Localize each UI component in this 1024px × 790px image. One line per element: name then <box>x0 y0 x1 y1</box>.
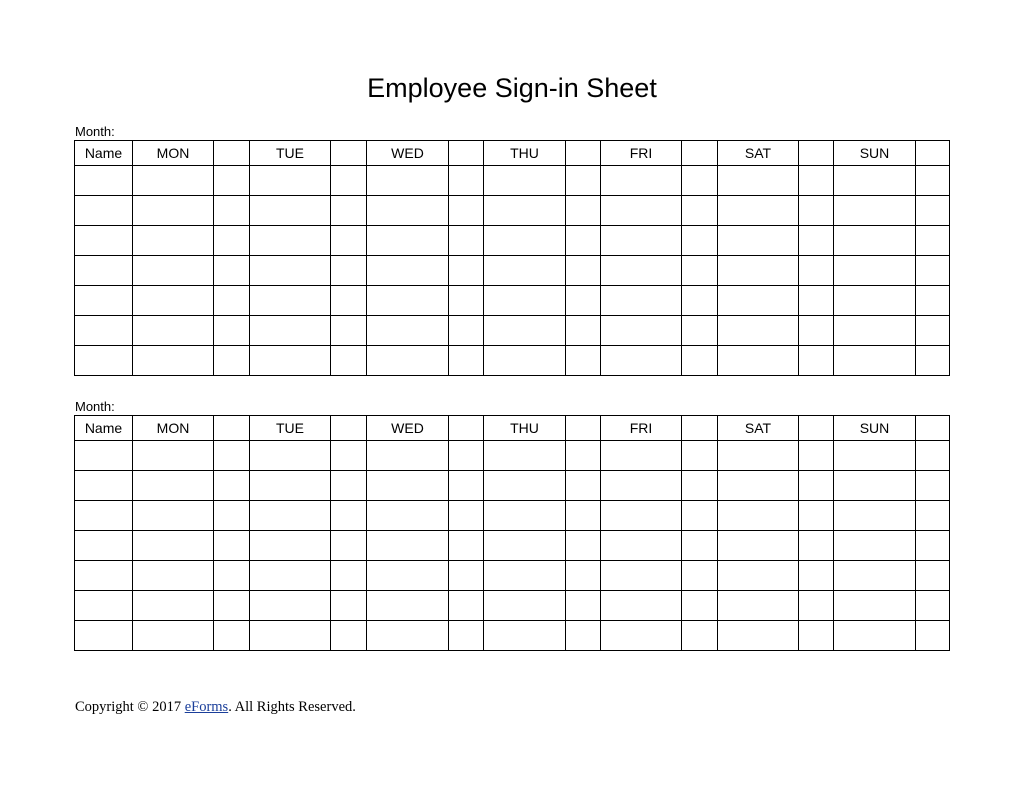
sign-in-cell[interactable] <box>214 346 250 376</box>
sign-in-cell[interactable] <box>799 226 834 256</box>
sign-in-cell[interactable] <box>449 471 484 501</box>
sign-in-cell[interactable] <box>834 346 916 376</box>
header-day-fri: FRI <box>601 416 682 441</box>
sign-in-cell[interactable] <box>214 286 250 316</box>
sign-in-cell[interactable] <box>916 591 950 621</box>
sign-in-cell[interactable] <box>484 471 566 501</box>
sign-in-cell[interactable] <box>133 196 214 226</box>
sign-in-cell[interactable] <box>566 286 601 316</box>
sign-in-cell[interactable] <box>916 561 950 591</box>
sign-in-cell[interactable] <box>799 166 834 196</box>
sign-in-cell[interactable] <box>331 621 367 651</box>
copyright-footer <box>75 698 356 716</box>
sign-in-cell[interactable] <box>682 561 718 591</box>
table-row <box>75 316 950 346</box>
sign-in-cell[interactable] <box>484 441 566 471</box>
sign-in-cell[interactable] <box>834 316 916 346</box>
sign-in-cell[interactable] <box>916 621 950 651</box>
header-blank-cell <box>331 141 367 166</box>
sign-in-cell[interactable] <box>367 621 449 651</box>
sign-in-cell[interactable] <box>718 196 799 226</box>
sign-in-cell[interactable] <box>484 166 566 196</box>
sign-in-cell[interactable] <box>834 441 916 471</box>
sign-in-cell[interactable] <box>682 471 718 501</box>
page-title: Employee Sign-in Sheet <box>367 73 657 103</box>
table-row <box>75 531 950 561</box>
sign-in-cell[interactable] <box>601 501 682 531</box>
eforms-link[interactable]: eForms <box>184 699 229 715</box>
table-row <box>75 561 950 591</box>
sign-in-cell[interactable] <box>601 196 682 226</box>
sign-in-cell[interactable] <box>601 531 682 561</box>
sign-in-cell[interactable] <box>367 471 449 501</box>
sign-in-cell[interactable] <box>718 346 799 376</box>
sign-in-cell[interactable] <box>133 316 214 346</box>
sign-in-cell[interactable] <box>250 471 331 501</box>
sign-in-cell[interactable] <box>484 621 566 651</box>
sign-in-table-1 <box>74 140 950 376</box>
header-name: Name <box>75 416 133 441</box>
sign-in-cell[interactable] <box>484 256 566 286</box>
sign-in-cell[interactable] <box>799 471 834 501</box>
sign-in-cell[interactable] <box>250 226 331 256</box>
sign-in-cell[interactable] <box>799 621 834 651</box>
sign-in-cell[interactable] <box>367 346 449 376</box>
table-row <box>75 286 950 316</box>
sign-in-cell[interactable] <box>718 166 799 196</box>
sign-in-cell[interactable] <box>834 561 916 591</box>
sign-in-cell[interactable] <box>601 441 682 471</box>
sign-in-cell[interactable] <box>718 226 799 256</box>
sign-in-cell[interactable] <box>214 531 250 561</box>
sign-in-cell[interactable] <box>566 501 601 531</box>
sign-in-cell[interactable] <box>250 256 331 286</box>
sign-in-cell[interactable] <box>133 226 214 256</box>
sign-in-cell[interactable] <box>834 196 916 226</box>
sign-in-cell[interactable] <box>331 471 367 501</box>
header-blank-cell <box>214 141 250 166</box>
sign-in-cell[interactable] <box>682 501 718 531</box>
sign-in-cell[interactable] <box>484 561 566 591</box>
sign-in-cell[interactable] <box>250 286 331 316</box>
header-day-sun: SUN <box>834 416 916 441</box>
table-row <box>75 621 950 651</box>
sign-in-cell[interactable] <box>484 531 566 561</box>
sign-in-cell[interactable] <box>331 346 367 376</box>
sign-in-cell[interactable] <box>331 501 367 531</box>
header-day-wed: WED <box>367 416 449 441</box>
header-row <box>75 416 950 441</box>
name-cell[interactable] <box>75 471 133 501</box>
header-blank-cell <box>799 416 834 441</box>
header-day-sat: SAT <box>718 141 799 166</box>
header-blank-cell <box>449 141 484 166</box>
header-day-sat: SAT <box>718 416 799 441</box>
sign-in-cell[interactable] <box>834 621 916 651</box>
table-row <box>75 471 950 501</box>
sign-in-cell[interactable] <box>484 196 566 226</box>
sign-in-cell[interactable] <box>133 561 214 591</box>
header-blank-cell <box>566 416 601 441</box>
sign-in-cell[interactable] <box>916 531 950 561</box>
sign-in-cell[interactable] <box>367 591 449 621</box>
name-cell[interactable] <box>75 501 133 531</box>
header-blank-cell <box>214 416 250 441</box>
sign-in-cell[interactable] <box>449 501 484 531</box>
sign-in-cell[interactable] <box>449 316 484 346</box>
sign-in-cell[interactable] <box>916 166 950 196</box>
sign-in-cell[interactable] <box>484 226 566 256</box>
sign-in-cell[interactable] <box>566 316 601 346</box>
sign-in-cell[interactable] <box>834 226 916 256</box>
sign-in-cell[interactable] <box>601 591 682 621</box>
header-day-sun: SUN <box>834 141 916 166</box>
sign-in-cell[interactable] <box>682 621 718 651</box>
sign-in-cell[interactable] <box>214 621 250 651</box>
sign-in-cell[interactable] <box>367 501 449 531</box>
sign-in-cell[interactable] <box>916 346 950 376</box>
sign-in-cell[interactable] <box>834 501 916 531</box>
sign-in-cell[interactable] <box>331 196 367 226</box>
sign-in-cell[interactable] <box>250 316 331 346</box>
sign-in-cell[interactable] <box>682 166 718 196</box>
sign-in-cell[interactable] <box>133 286 214 316</box>
name-cell[interactable] <box>75 561 133 591</box>
sign-in-cell[interactable] <box>449 441 484 471</box>
name-cell[interactable] <box>75 166 133 196</box>
month-label-2: Month: <box>75 399 115 414</box>
sign-in-cell[interactable] <box>449 256 484 286</box>
sign-in-cell[interactable] <box>566 196 601 226</box>
copyright-prefix: Copyright © 2017 <box>75 699 185 715</box>
sign-in-cell[interactable] <box>682 256 718 286</box>
sign-in-cell[interactable] <box>916 471 950 501</box>
month-label-1: Month: <box>75 124 115 139</box>
header-blank-cell <box>916 416 950 441</box>
sign-in-cell[interactable] <box>250 441 331 471</box>
sign-in-cell[interactable] <box>331 531 367 561</box>
sign-in-cell[interactable] <box>566 226 601 256</box>
sign-in-cell[interactable] <box>331 316 367 346</box>
header-day-fri: FRI <box>601 141 682 166</box>
sign-in-cell[interactable] <box>367 561 449 591</box>
sign-in-cell[interactable] <box>133 471 214 501</box>
name-cell[interactable] <box>75 346 133 376</box>
sign-in-cell[interactable] <box>331 441 367 471</box>
sign-in-cell[interactable] <box>484 501 566 531</box>
sign-in-cell[interactable] <box>133 346 214 376</box>
table-row <box>75 346 950 376</box>
header-blank-cell <box>916 141 950 166</box>
sign-in-cell[interactable] <box>566 256 601 286</box>
sign-in-cell[interactable] <box>834 256 916 286</box>
sign-in-cell[interactable] <box>214 166 250 196</box>
sign-in-cell[interactable] <box>367 441 449 471</box>
header-blank-cell <box>682 416 718 441</box>
header-row <box>75 141 950 166</box>
table-row <box>75 501 950 531</box>
header-name: Name <box>75 141 133 166</box>
sign-in-cell[interactable] <box>214 441 250 471</box>
sign-in-cell[interactable] <box>718 256 799 286</box>
sign-in-table-2 <box>74 415 950 651</box>
sign-in-cell[interactable] <box>250 166 331 196</box>
sign-in-cell[interactable] <box>133 531 214 561</box>
sign-in-cell[interactable] <box>799 346 834 376</box>
sign-in-cell[interactable] <box>250 196 331 226</box>
sign-in-cell[interactable] <box>601 226 682 256</box>
sign-in-cell[interactable] <box>214 591 250 621</box>
sign-in-cell[interactable] <box>682 286 718 316</box>
sign-in-cell[interactable] <box>916 256 950 286</box>
header-day-wed: WED <box>367 141 449 166</box>
sign-in-cell[interactable] <box>799 256 834 286</box>
sign-in-cell[interactable] <box>601 316 682 346</box>
sign-in-cell[interactable] <box>449 196 484 226</box>
sign-in-cell[interactable] <box>449 591 484 621</box>
header-blank-cell <box>449 416 484 441</box>
sign-in-cell[interactable] <box>367 166 449 196</box>
sign-in-cell[interactable] <box>682 316 718 346</box>
header-blank-cell <box>331 416 367 441</box>
sign-in-cell[interactable] <box>799 501 834 531</box>
sign-in-cell[interactable] <box>214 226 250 256</box>
sign-in-cell[interactable] <box>682 226 718 256</box>
sign-in-cell[interactable] <box>449 226 484 256</box>
sign-in-cell[interactable] <box>331 256 367 286</box>
sign-in-cell[interactable] <box>484 591 566 621</box>
table-row <box>75 196 950 226</box>
header-day-mon: MON <box>133 416 214 441</box>
sign-in-cell[interactable] <box>682 591 718 621</box>
name-cell[interactable] <box>75 316 133 346</box>
sign-in-cell[interactable] <box>718 561 799 591</box>
sign-in-cell[interactable] <box>566 346 601 376</box>
sign-in-cell[interactable] <box>834 531 916 561</box>
sign-in-cell[interactable] <box>799 286 834 316</box>
sign-in-cell[interactable] <box>250 346 331 376</box>
sign-in-cell[interactable] <box>718 531 799 561</box>
sign-in-cell[interactable] <box>718 591 799 621</box>
sign-in-cell[interactable] <box>916 316 950 346</box>
sign-in-cell[interactable] <box>834 591 916 621</box>
sign-in-cell[interactable] <box>718 316 799 346</box>
sign-in-cell[interactable] <box>250 591 331 621</box>
sign-in-cell[interactable] <box>250 561 331 591</box>
sign-in-cell[interactable] <box>834 471 916 501</box>
sign-in-cell[interactable] <box>601 256 682 286</box>
sign-in-cell[interactable] <box>214 196 250 226</box>
sign-in-cell[interactable] <box>799 591 834 621</box>
table-row <box>75 166 950 196</box>
sign-in-cell[interactable] <box>331 286 367 316</box>
sign-in-cell[interactable] <box>916 196 950 226</box>
sign-in-cell[interactable] <box>718 501 799 531</box>
sign-in-cell[interactable] <box>214 256 250 286</box>
header-day-thu: THU <box>484 416 566 441</box>
header-day-tue: TUE <box>250 416 331 441</box>
sign-in-cell[interactable] <box>718 621 799 651</box>
sign-in-cell[interactable] <box>682 531 718 561</box>
sign-in-cell[interactable] <box>367 196 449 226</box>
sign-in-cell[interactable] <box>834 286 916 316</box>
name-cell[interactable] <box>75 196 133 226</box>
sign-in-cell[interactable] <box>718 286 799 316</box>
sign-in-cell[interactable] <box>133 621 214 651</box>
header-day-thu: THU <box>484 141 566 166</box>
sign-in-cell[interactable] <box>449 621 484 651</box>
table-row <box>75 256 950 286</box>
table-row <box>75 591 950 621</box>
sign-in-cell[interactable] <box>601 346 682 376</box>
sign-in-cell[interactable] <box>449 346 484 376</box>
sign-in-cell[interactable] <box>834 166 916 196</box>
sign-in-cell[interactable] <box>601 561 682 591</box>
sign-in-cell[interactable] <box>916 226 950 256</box>
sign-in-cell[interactable] <box>133 256 214 286</box>
sign-in-cell[interactable] <box>799 531 834 561</box>
sign-in-cell[interactable] <box>331 591 367 621</box>
name-cell[interactable] <box>75 256 133 286</box>
sign-in-cell[interactable] <box>250 531 331 561</box>
header-blank-cell <box>799 141 834 166</box>
name-cell[interactable] <box>75 441 133 471</box>
sign-in-cell[interactable] <box>799 316 834 346</box>
sign-in-cell[interactable] <box>331 166 367 196</box>
header-blank-cell <box>566 141 601 166</box>
header-day-mon: MON <box>133 141 214 166</box>
sign-in-cell[interactable] <box>214 471 250 501</box>
name-cell[interactable] <box>75 621 133 651</box>
sign-in-cell[interactable] <box>449 531 484 561</box>
sign-in-cell[interactable] <box>718 471 799 501</box>
sign-in-cell[interactable] <box>484 316 566 346</box>
sign-in-cell[interactable] <box>799 441 834 471</box>
sign-in-cell[interactable] <box>449 561 484 591</box>
table-row <box>75 226 950 256</box>
sign-in-cell[interactable] <box>916 501 950 531</box>
sign-in-cell[interactable] <box>916 441 950 471</box>
sign-in-cell[interactable] <box>799 561 834 591</box>
sign-in-cell[interactable] <box>133 166 214 196</box>
sign-in-cell[interactable] <box>367 256 449 286</box>
sign-in-cell[interactable] <box>367 531 449 561</box>
sign-in-cell[interactable] <box>566 531 601 561</box>
sign-in-cell[interactable] <box>682 346 718 376</box>
sign-in-cell[interactable] <box>916 286 950 316</box>
sign-in-cell[interactable] <box>367 316 449 346</box>
table-row <box>75 441 950 471</box>
sign-in-cell[interactable] <box>566 471 601 501</box>
sign-in-cell[interactable] <box>331 226 367 256</box>
sign-in-cell[interactable] <box>331 561 367 591</box>
sign-in-cell[interactable] <box>718 441 799 471</box>
header-blank-cell <box>682 141 718 166</box>
sign-in-cell[interactable] <box>250 501 331 531</box>
sign-in-cell[interactable] <box>367 226 449 256</box>
sign-in-cell[interactable] <box>449 286 484 316</box>
header-day-tue: TUE <box>250 141 331 166</box>
sign-in-cell[interactable] <box>566 621 601 651</box>
sign-in-cell[interactable] <box>484 286 566 316</box>
sign-in-cell[interactable] <box>566 591 601 621</box>
name-cell[interactable] <box>75 531 133 561</box>
sign-in-cell[interactable] <box>566 561 601 591</box>
sign-in-cell[interactable] <box>133 441 214 471</box>
sign-in-cell[interactable] <box>682 441 718 471</box>
sign-in-cell[interactable] <box>566 166 601 196</box>
sign-in-cell[interactable] <box>214 501 250 531</box>
sign-in-cell[interactable] <box>214 316 250 346</box>
sign-in-cell[interactable] <box>601 286 682 316</box>
sign-in-cell[interactable] <box>484 346 566 376</box>
sign-in-cell[interactable] <box>133 591 214 621</box>
sign-in-cell[interactable] <box>250 621 331 651</box>
sign-in-cell[interactable] <box>601 471 682 501</box>
name-cell[interactable] <box>75 226 133 256</box>
copyright-suffix: . All Rights Reserved. <box>228 699 356 715</box>
sign-in-cell[interactable] <box>214 561 250 591</box>
sign-in-cell[interactable] <box>601 621 682 651</box>
name-cell[interactable] <box>75 591 133 621</box>
sign-in-cell[interactable] <box>601 166 682 196</box>
sign-in-cell[interactable] <box>367 286 449 316</box>
sign-in-cell[interactable] <box>449 166 484 196</box>
sign-in-cell[interactable] <box>133 501 214 531</box>
sign-in-cell[interactable] <box>799 196 834 226</box>
sign-in-cell[interactable] <box>682 196 718 226</box>
name-cell[interactable] <box>75 286 133 316</box>
sign-in-cell[interactable] <box>566 441 601 471</box>
